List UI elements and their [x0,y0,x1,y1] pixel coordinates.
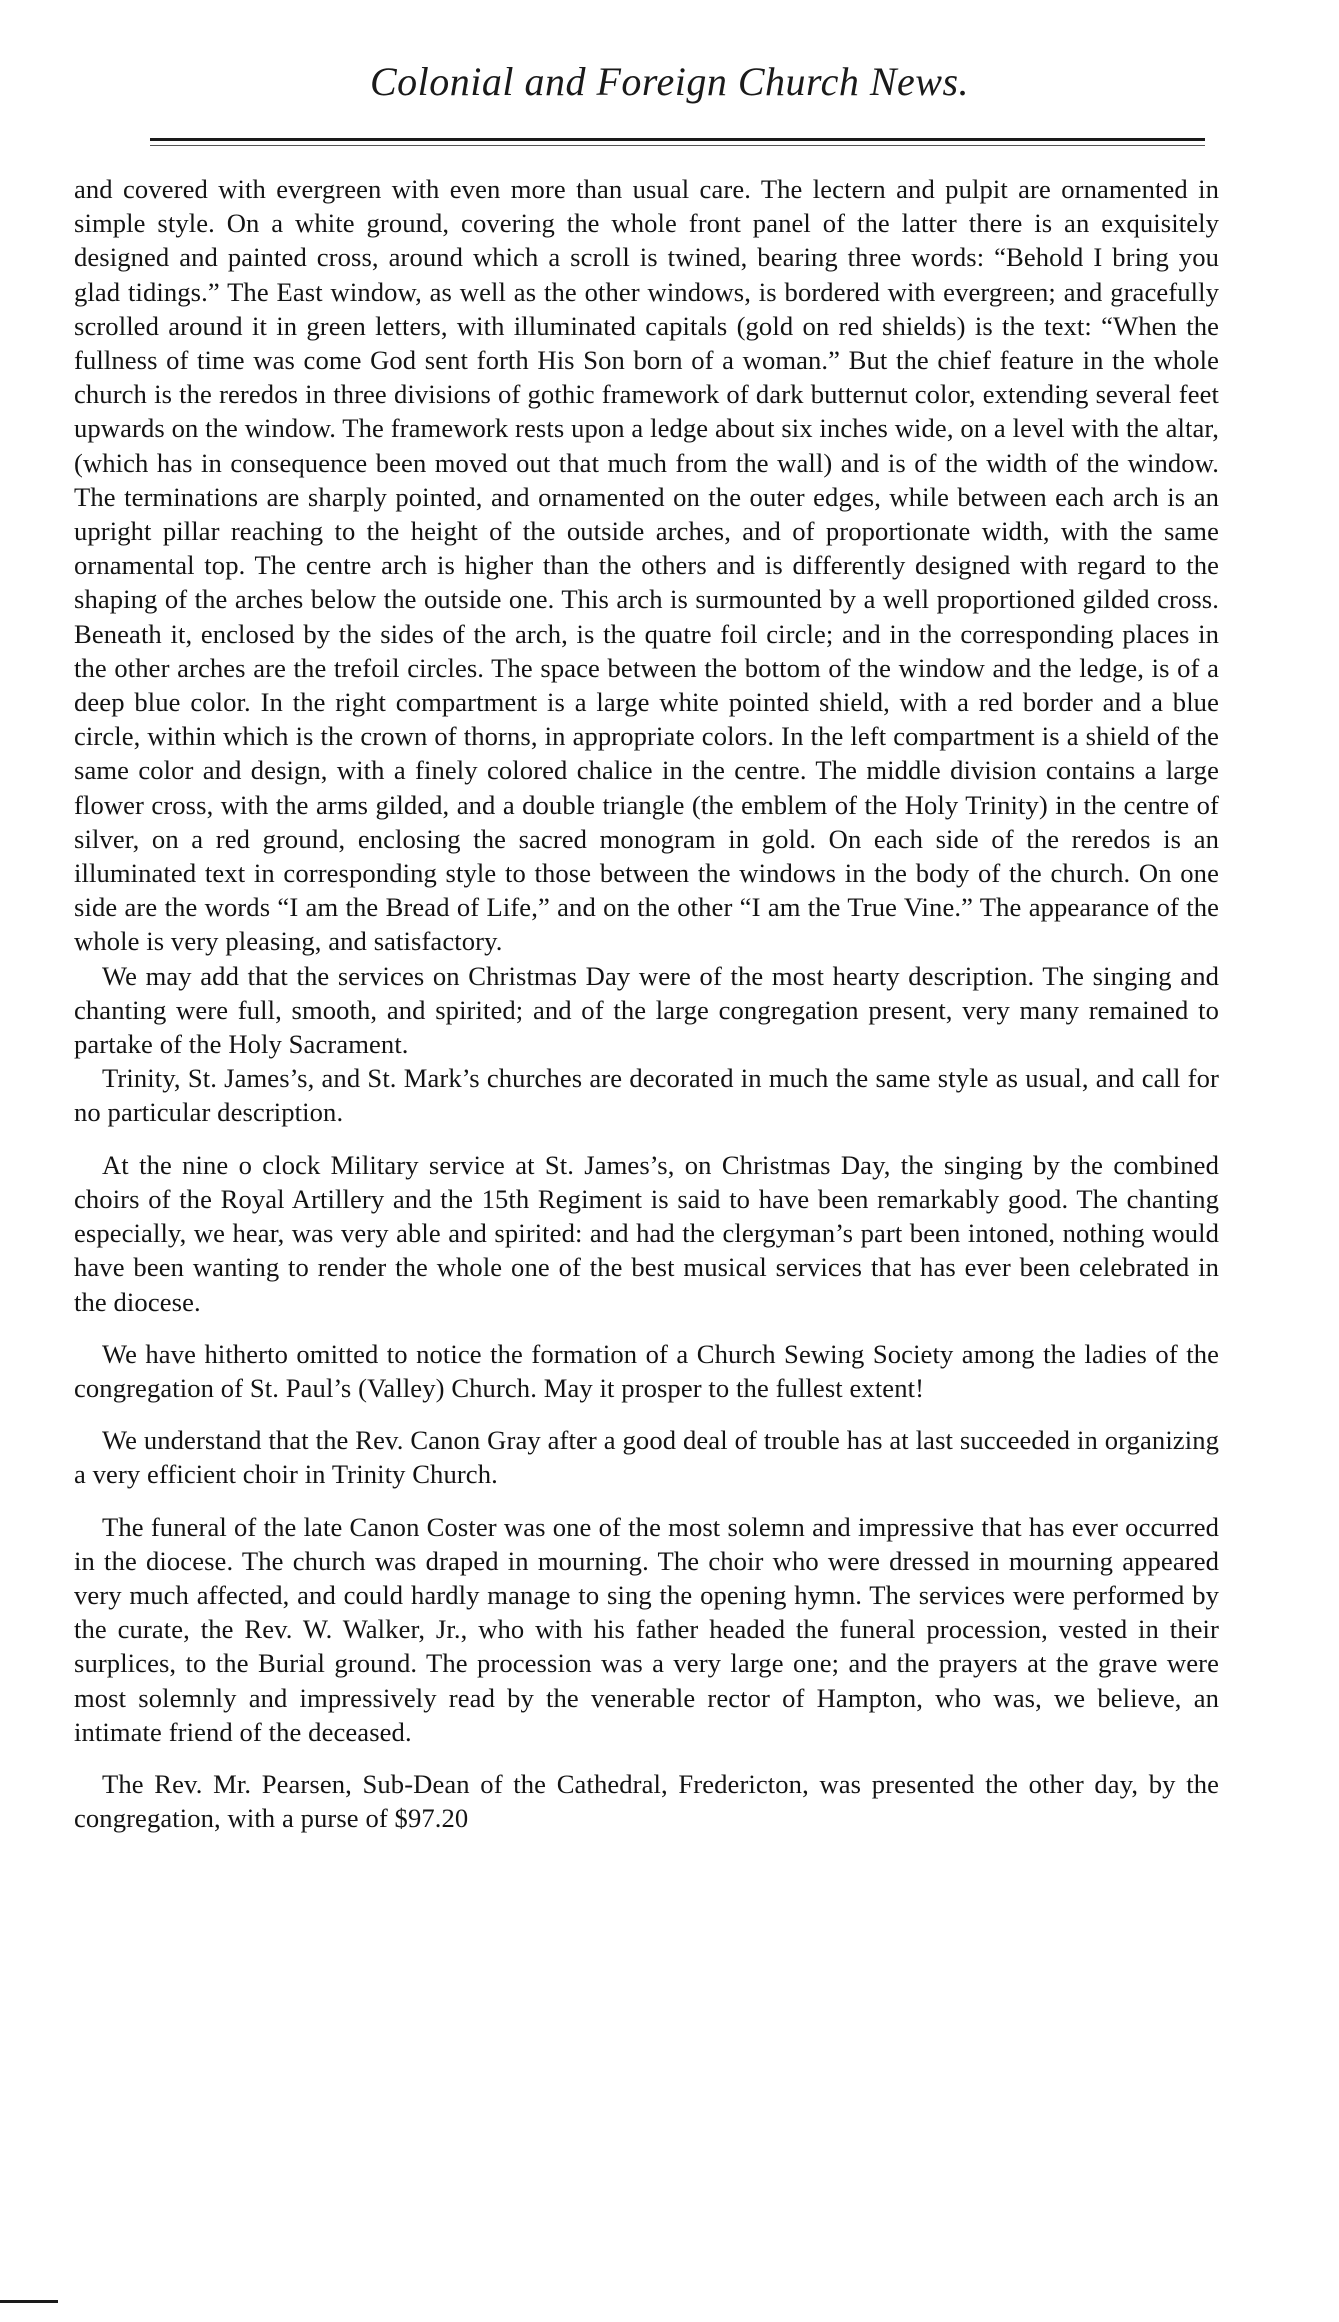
header-rule [150,138,1205,141]
paragraph-reredos-description: and covered with evergreen with even more than usual care. The lectern and pulpit are ornamented in simple style. On a white ground, covering the whole front panel of the latter there is an exquisitely designed and painted cross, around which a scroll is twined, bearing three words: “Behold I bring you glad tidings.” The East window, as well as the other windows, is bordered with evergreen; and gracefully scrolled around it in green letters, with illuminated capitals (gold on red shields) is the text: “When the fullness of time was come God sent forth His Son born of a woman.” But the chief feature in the whole church is the reredos in three divisions of gothic framework of dark butternut color, extending several feet upwards on the window. The framework rests upon a ledge about six inches wide, on a level with the altar, (which has in consequence been moved out that much from the wall) and is of the width of the window. The terminations are sharply pointed, and ornamented on the outer edges, while between each arch is an upright pillar reaching to the height of the outside arches, and of proportionate width, with the same ornamental top. The centre arch is higher than the others and is differently designed with regard to the shaping of the arches below the outside one. This arch is surmounted by a well proportioned gilded cross. Beneath it, enclosed by the sides of the arch, is the quatre foil circle; and in the corresponding places in the other arches are the trefoil circles. The space between the bottom of the window and the ledge, is of a deep blue color. In the right compartment is a large white pointed shield, with a red border and a blue circle, within which is the crown of thorns, in appropriate colors. In the left compartment is a shield of the same color and design, with a finely colored chalice in the centre. The middle division contains a large flower cross, with the arms gilded, and a double triangle (the emblem of the Holy Trinity) in the centre of silver, on a red ground, enclosing the sacred monogram in gold. On each side of the reredos is an illuminated text in corresponding style to those between the windows in the body of the church. On one side are the words “I am the Bread of Life,” and on the other “I am the True Vine.” The appearance of the whole is very pleasing, and satisfactory. [74,174,1219,957]
paragraph-canon-coster-funeral: The funeral of the late Canon Coster was one of the most solemn and impressive that has ever occurred in the diocese. The church was draped in mourning. The choir who were dressed in mourning appeared very much affected, and could hardly manage to sing the opening hymn. The services were performed by the curate, the Rev. W. Walker, Jr., who with his father headed the funeral procession, vested in their surplices, to the Burial ground. The procession was a very large one; and the prayers at the grave were most solemnly and impressively read by the venerable rector of Hampton, who was, we believe, an intimate friend of the deceased. [74,1511,1219,1747]
header-rule-thin [150,145,1205,146]
paragraph-other-churches: Trinity, St. James’s, and St. Mark’s churches are decorated in much the same style as usual, and call for no particular description. [74,1063,1219,1128]
running-head: Colonial and Foreign Church News. [369,59,970,104]
paragraph-christmas-services: We may add that the services on Christmas Day were of the most hearty description. The singing and chanting were full, smooth, and spirited; and of the large congregation present, very many remained to partake of the Holy Sacrament. [74,960,1219,1060]
paragraph-rev-pearsen-purse: The Rev. Mr. Pearsen, Sub-Dean of the Cathedral, Fredericton, was presented the other day, by the congregation, with a purse of $97.20 [74,1768,1219,1834]
paragraph-trinity-choir: We understand that the Rev. Canon Gray after a good deal of trouble has at last succeeded in organizing a very efficient choir in Trinity Church. [74,1425,1219,1490]
page-corner-mark [0,2300,58,2303]
paragraph-sewing-society: We have hitherto omitted to notice the formation of a Church Sewing Society among the ladies of the congregation of St. Paul’s (Valley) Church. May it prosper to the fullest extent! [74,1338,1219,1403]
paragraph-military-service: At the nine o clock Military service at St. James’s, on Christmas Day, the singing by the combined choirs of the Royal Artillery and the 15th Regiment is said to have been remarkably good. The chanting especially, we hear, was very able and spirited: and had the clergyman’s part been intoned, nothing would have been wanting to render the whole one of the best musical services that has ever been celebrated in the diocese. [74,1149,1219,1317]
article-body [74,172,1219,1835]
